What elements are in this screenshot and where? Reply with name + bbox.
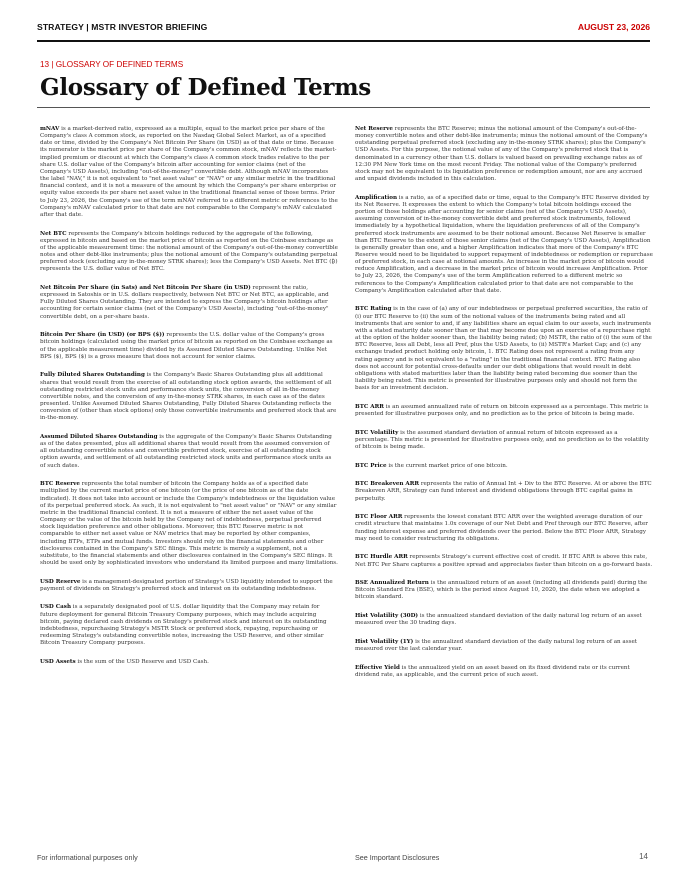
glossary-definition: is the annualized standard deviation of the daily natural log return of an asset measured over the 30 trading days. [355, 613, 642, 627]
glossary-entry [355, 430, 653, 451]
page-number: 14 [639, 852, 648, 861]
glossary-entry [355, 514, 653, 543]
glossary-term: BTC Rating [355, 306, 392, 313]
glossary-entry [40, 372, 338, 422]
glossary-term: Net Bitcoin Per Share (in Sats) and Net Bitcoin Per Share (in USD) [40, 284, 251, 291]
glossary-definition: is the aggregate of the Company's Basic Shares Outstanding as of the dates presented, plus all additional shares that would result from the assumed conversion of all outstanding convertible notes and convertible preferred stock, exercise of all outstanding stock option awards, and settlement of all outstanding restricted stock units and performance stock units as of such dates. [40, 433, 332, 469]
glossary-entry [40, 434, 338, 470]
glossary-definition: is the annualized return of an asset (including all dividends paid) during the Bitcoin Standard Era (BSE), which is the period since August 10, 2020, the date when we adopted a bitcoin standard. [355, 580, 648, 601]
glossary-term: BTC Breakeven ARR [355, 481, 420, 488]
glossary-term: BTC Floor ARR [355, 514, 403, 521]
glossary-entry [355, 554, 653, 568]
glossary-entry [355, 580, 653, 601]
glossary-left-column [40, 126, 338, 678]
section-label: 13 | GLOSSARY OF DEFINED TERMS [40, 60, 184, 69]
glossary-definition: is a market-derived ratio, expressed as a multiple, equal to the market price per share of the Company's class A common stock, as reported on the Nasdaq Global Select Market, as of a specified date or time, divided by the Company's Net Bitcoin Per Share (in USD) as of that date or time. Because its numerator is the market price per share of the Company's common stock, mNAV reflects the market-implied premium or discount at which the Company's class A common stock trades relative to the per share U.S. dollar value of the Company's bitcoin after accounting for senior claims (net of the Company's USD Assets), including "out-of-the-money" convertible debt. Although mNAV incorporates the label "NAV," it is not equivalent to "net asset value" or "NAV" or any similar metric in the traditional financial context, and it is not a measure of the amount by which the Company's per share enterprise or equity value exceeds its per share net asset value in the traditional financial sense of those terms. Prior to July 23, 2026, the Company's use of the term mNAV referred to a different metric or references to the Company's mNAV calculated prior to that date are not comparable to the Company's mNAV calculated after that date. [40, 126, 338, 218]
glossary-entry [355, 665, 653, 679]
glossary-term: BTC Hurdle ARR [355, 554, 408, 561]
glossary-entry [355, 195, 653, 295]
glossary-definition: represents Strategy's current effective cost of credit. If BTC ARR is above this rate, Net BTC Per Share captures a positive spread and appreciates faster than bitcoin on a go-forward basis. [355, 554, 653, 568]
glossary-definition: represents the lowest constant BTC ARR over the weighted average duration of our credit structure that maintains 1.0x coverage of our Net Debt and Pref through our BTC Reserve, after funding interest expense and preferred dividends over the period. Below the BTC Floor ARR, Strategy may need to consider restructuring its obligations. [355, 514, 648, 542]
glossary-entry [40, 332, 338, 361]
glossary-entry [40, 126, 338, 219]
glossary-entry [355, 639, 653, 653]
glossary-term: USD Reserve [40, 578, 81, 585]
glossary-term: Fully Diluted Shares Outstanding [40, 372, 145, 379]
glossary-definition: is the current market price of one bitcoin. [386, 462, 508, 469]
page-title: Glossary of Defined Terms [40, 74, 371, 101]
glossary-entry [40, 659, 338, 666]
glossary-definition: represents the BTC Reserve; minus the notional amount of the Company's out-of-the-money convertible notes and other debt-like instruments; minus the notional amount of the Company's outstanding perpetual preferred stock (excluding any in-the-money STRK shares); plus the Company's USD Assets. For this purpose, the notional value of any of the Company's preferred stock that is denominated in a currency other than U.S. dollars is valued based on prevailing exchange rates as of 12:30 PM New York time on the most recent Friday. The notional value of the Company's preferred stock may not be equivalent to its liquidation preference or redemption amount, nor are any accrued and unpaid dividends included in this calculation. [355, 126, 648, 183]
glossary-definition: represents the Company's bitcoin holdings reduced by the aggregate of the following, expressed in bitcoin and based on the market price of bitcoin as reported on the Coinbase exchange as of the applicable measurement time: the notional amount of the Company's out-of-the-money convertible notes and other debt-like instruments; plus the notional amount of the Company's outstanding perpetual preferred stock (excluding any in-the-money STRK shares); less the Company's USD Assets. Net BTC (₿) represents the U.S. dollar value of Net BTC. [40, 230, 338, 273]
glossary-definition: is a management-designated portion of Strategy's USD liquidity intended to support the payment of dividends on Strategy's preferred stock and interest on its outstanding indebtedness. [40, 578, 333, 592]
glossary-right-column [355, 126, 653, 691]
glossary-definition: is a ratio, as of a specified date or time, equal to the Company's BTC Reserve divided by its Net Reserve. It expresses the extent to which the Company's total bitcoin holdings exceed the portion of those holdings after accounting for senior claims (net of the Company's USD Assets), assuming conversion of in-the-money convertible debt and preferred stock instruments, followed immediately by a hypothetical liquidation, where the liquidation preferences of all of the Company's preferred stock instruments are assumed to be their notional amount. Because Net Reserve is smaller than BTC Reserve to the extent of those senior claims (net of the Company's USD Assets), Amplification is generally greater than one, and a higher Amplification indicates that more of the Company's BTC Reserve would need to be liquidated to support repayment of indebtedness or redemption or repurchase of preferred stock, in each case at notional amounts. An increase in the market price of bitcoin would reduce Amplification, and a decrease in the market price of bitcoin would increase Amplification. Prior to July 23, 2026, the Company's use of the term Amplification referred to a different metric so references to the Company's Amplification calculated prior to that date are not comparable to the Company's Amplification calculated after that date. [355, 194, 653, 294]
glossary-term: BTC Reserve [40, 481, 80, 488]
glossary-definition: is the Company's Basic Shares Outstanding plus all additional shares that would result from the exercise of all outstanding stock option awards, the settlement of all outstanding restricted stock units and performance stock units, the conversion of all in-the-money convertible notes, and the conversion of any in-the-money STRK shares, in each case as of the dates presented. Unlike Assumed Diluted Shares Outstanding, Fully Diluted Shares Outstanding reflects the conversion of (other than stock options) only those convertible instruments and preferred stock that are in-the-money. [40, 372, 337, 422]
title-divider [37, 107, 650, 108]
glossary-definition: is the annualized standard deviation of the daily natural log return of an asset measured over the last calendar year. [355, 638, 638, 653]
briefing-title: STRATEGY | MSTR INVESTOR BRIEFING [37, 22, 208, 32]
glossary-entry [40, 285, 338, 321]
glossary-term: Effective Yield [355, 664, 400, 671]
footer-disclaimer: For informational purposes only [37, 853, 138, 862]
glossary-entry [355, 404, 653, 418]
glossary-definition: is the sum of the USD Reserve and USD Cash. [75, 658, 209, 665]
page-footer [37, 853, 650, 867]
glossary-term: Hist Volatility (30D) [355, 613, 419, 620]
glossary-entry [40, 231, 338, 274]
glossary-term: USD Cash [40, 604, 72, 611]
page-header [37, 22, 650, 38]
glossary-definition: is the assumed standard deviation of annual return of bitcoin expressed as a percentage. This metric is presented for illustrative purposes only, and no prediction as to the volatility of bitcoin is being made. [355, 429, 649, 450]
glossary-entry [355, 463, 653, 470]
glossary-definition: is the annualized yield on an asset based on its fixed dividend rate or its current dividend rate, as applicable, and the current price of such asset. [355, 664, 630, 678]
glossary-entry [40, 481, 338, 567]
glossary-definition: is a separately designated pool of U.S. dollar liquidity that the Company may retain for future deployment for general Bitcoin Treasury Company purposes, which may include acquiring bitcoin, paying declared cash dividends on Strategy's preferred stock and interest on its outstanding indebtedness, repurchasing Strategy's MSTR Stock or preferred stock, repaying, repurchasing or redeeming Strategy's outstanding convertible notes, increasing the USD Reserve, and other similar Bitcoin Treasury Company purposes. [40, 604, 327, 647]
glossary-term: Bitcoin Per Share (in USD) (or BPS ($)) [40, 332, 165, 339]
glossary-term: mNAV [40, 126, 60, 132]
glossary-term: Net BTC [40, 230, 67, 237]
glossary-entry [355, 306, 653, 392]
glossary-definition: represents the ratio of Annual Int + Div to the BTC Reserve. At or above the BTC Breakeven ARR, Strategy can fund interest and dividend obligations through BTC capital gains in perpetuity. [355, 481, 652, 502]
glossary-term: Hist Volatility (1Y) [355, 638, 414, 645]
glossary-entry [40, 604, 338, 647]
glossary-definition: represents the total number of bitcoin the Company holds as of a specified date multiplied by the current market price of one bitcoin (or the price of one bitcoin as of the date indicated). It does not take into account or include the Company's indebtedness or the liquidation value of its perpetual preferred stock. As such, it is not equivalent to "net asset value" or "NAV" or any similar metric in the traditional financial context. It is not a measure of either the net asset value of the Company or the value of the bitcoin held by the Company net of indebtedness, perpetual preferred stock liquidation preference and other obligations. Moreover, this BTC Reserve metric is not comparable to either net asset value or NAV metrics that may be reported by other companies, including BTPs, ETPs and mutual funds. Investors should rely on the financial statements and other disclosures contained in the Company's SEC filings. This metric is merely a supplement, not a substitute, to the financial statements and other disclosures contained in the Company's SEC filings. It should be used only by sophisticated investors who understand its limited purpose and many limitations. [40, 481, 338, 566]
glossary-term: BTC Price [355, 462, 387, 469]
glossary-definition: is an assumed annualized rate of return on bitcoin expressed as a percentage. This metric is presented for illustrative purposes only, and no prediction as to the price of bitcoin is being made. [355, 403, 649, 417]
glossary-term: Amplification [355, 194, 398, 201]
glossary-entry [355, 126, 653, 183]
glossary-definition: represents the U.S. dollar value of the Company's gross bitcoin holdings (calculated using the market price of bitcoin as reported on the Coinbase exchange as of the applicable measurement time) divided by its Assumed Diluted Shares Outstanding. Unlike Net BPS ($), BPS ($) is a gross measure that does not account for senior claims. [40, 332, 333, 360]
glossary-term: USD Assets [40, 658, 76, 665]
glossary-term: BTC Volatility [355, 429, 399, 436]
glossary-term: Assumed Diluted Shares Outstanding [40, 433, 158, 440]
glossary-definition: represent the ratio, expressed in Satoshis or in U.S. dollars respectively, between Net BTC or Net BTC, as applicable, and Fully Diluted Shares Outstanding. They are intended to express the Company's bitcoin holdings after accounting for certain senior claims (net of the Company's USD Assets), including "out-of-the-money" convertible debt, on a per-share basis. [40, 284, 329, 320]
glossary-term: Net Reserve [355, 126, 393, 132]
glossary-term: BSE Annualized Return [355, 580, 429, 587]
glossary-definition: is in the case of (a) any of our indebtedness or perpetual preferred securities, the ratio of (i) our BTC Reserve to (ii) the sum of the notional values of the instruments being rated and all instruments that are senior to and, if any liabilities share an equal claim to our assets, such instruments with a stated maturity date sooner than or that may become due upon an exercise of a repurchase right at the option of the holder sooner than, the liability being rated; (b) MSTR, the ratio of (i) the sum of the BTC Reserve, less all Debt, less all Pref, plus the USD Assets, to (ii) MSTR's Market Cap; and (c) any exchange traded product holding only bitcoin, 1. BTC Rating does not represent a rating from any rating agency and is not equivalent to a "rating" in the traditional financial context. BTC Rating also does not account for potential cross-defaults under our debt obligations that would result in debt obligations with stated maturities later than the liability being rated becoming due sooner than the liability being rated. This metric is presented for illustrative purposes only and should not form the basis for an investment decision. [355, 306, 652, 392]
glossary-entry [355, 613, 653, 627]
glossary-term: BTC ARR [355, 403, 384, 410]
disclosures-link[interactable]: See Important Disclosures [355, 853, 440, 862]
header-divider [37, 40, 650, 42]
briefing-date: AUGUST 23, 2026 [577, 22, 650, 32]
glossary-entry [355, 481, 653, 502]
glossary-entry [40, 579, 338, 593]
